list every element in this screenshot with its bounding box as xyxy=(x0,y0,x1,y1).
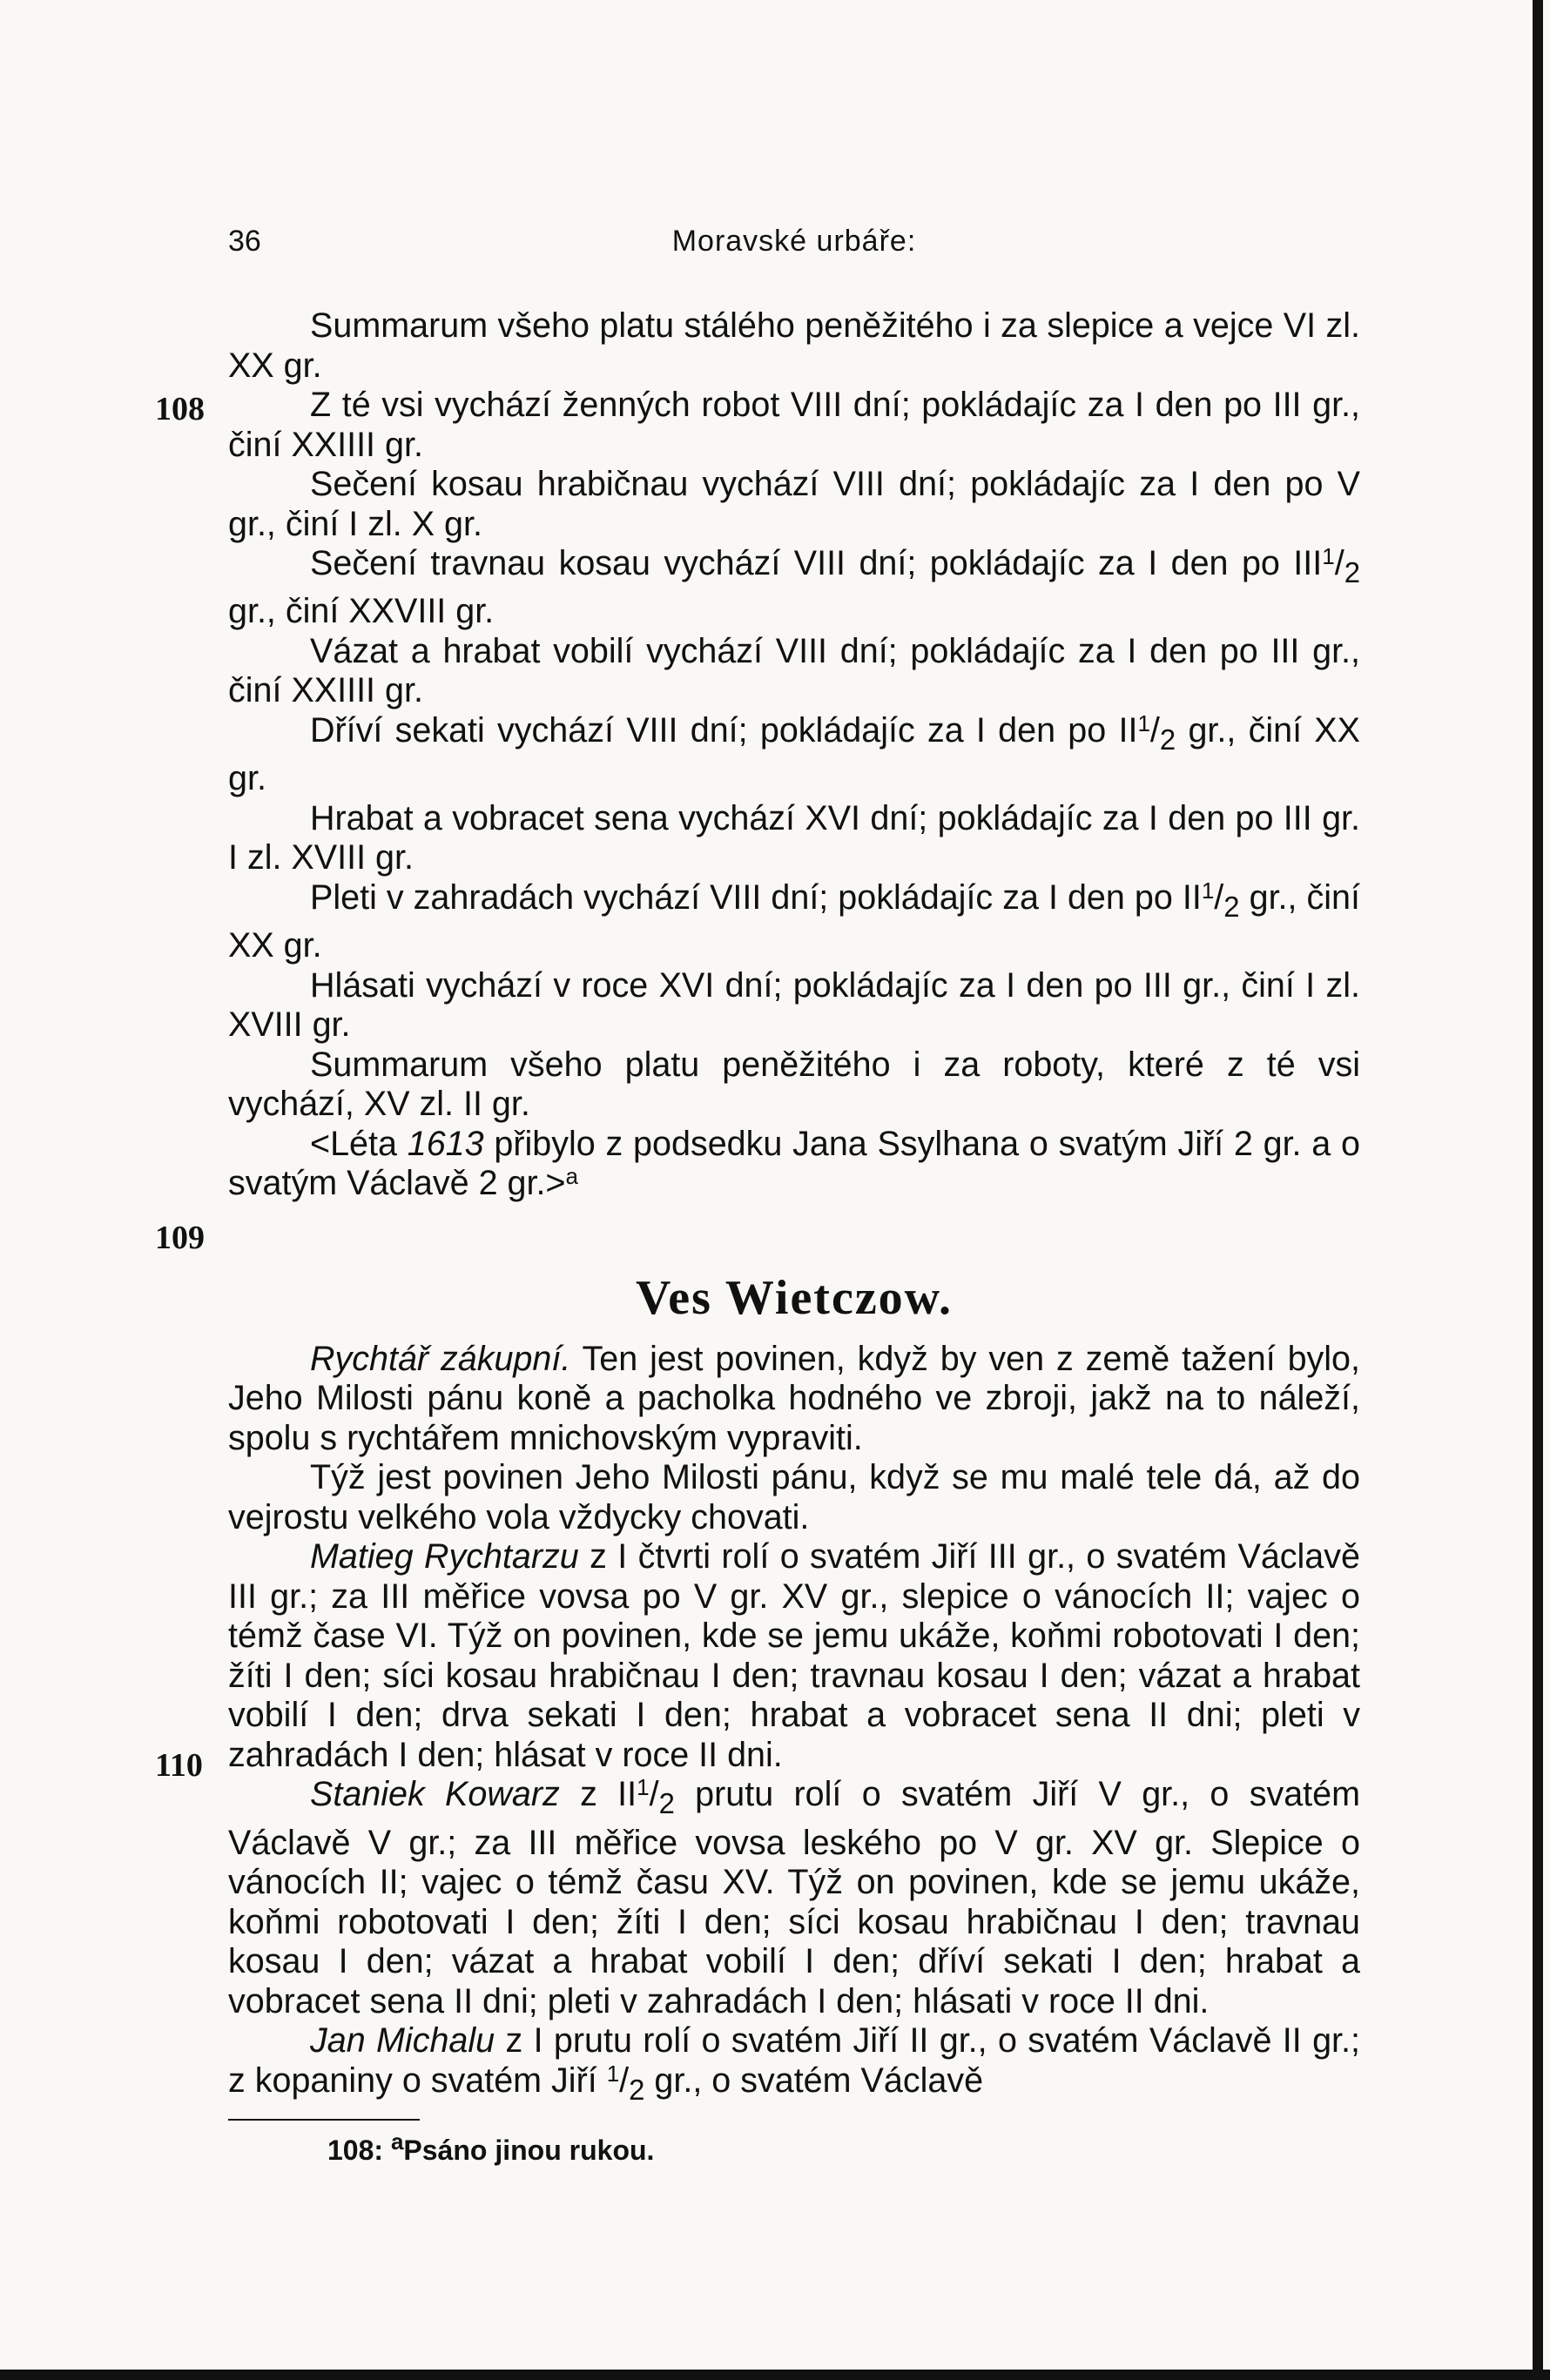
margin-number: 109 xyxy=(155,1220,205,1256)
paragraph: Matieg Rychtarzu z I čtvrti rolí o svatém Jiří III gr., o svatém Václavě III gr.; za III měřice vovsa po V gr. XV gr., slepice o vánocích II; vajec o témž čase VI. Týž on povinen, kde se jemu ukáže, koňmi robotovati I den; žíti I den; síci kosau hrabičnau I den; travnau kosau I den; vázat a hrabat vobilí I den; drva sekati I den; hrabat a vobracet sena II dni; pleti v zahradách I den; hlásat v roce II dni. xyxy=(228,1537,1360,1774)
paragraph: Týž jest povinen Jeho Milosti pánu, když se mu malé tele dá, až do vejrostu velkého vola vždycky chovati. xyxy=(228,1458,1360,1536)
running-title: Moravské urbáře: xyxy=(671,225,917,258)
paragraph: Pleti v zahradách vychází VIII dní; pokládajíc za I den po $II^1/_2$ gr., činí XX gr. xyxy=(228,877,1360,965)
paragraph: Z té vsi vychází ženných robot VIII dní; pokládajíc za I den po III gr., činí XXIIII gr. xyxy=(228,386,1360,464)
paragraph: Summarum všeho platu stálého peněžitého i za slepice a vejce VI zl. XX gr. xyxy=(228,306,1360,385)
paragraph: Summarum všeho platu peněžitého i za roboty, které z té vsi vychází, XV zl. II gr. xyxy=(228,1045,1360,1124)
paragraph: Rychtář zákupní. Ten jest povinen, když by ven z země tažení bylo, Jeho Milosti pánu koně a pacholka hodného ve zbroji, jakž na to náleží, spolu s rychtářem mnichovským vypraviti. xyxy=(228,1339,1360,1457)
page-number: 36 xyxy=(228,225,261,258)
section-heading: Ves Wietczow. xyxy=(635,1270,954,1325)
margin-number: 110 xyxy=(155,1747,203,1784)
paragraph: Sečení travnau kosau vychází VIII dní; pokládajíc za I den po $III^1/_2$ gr., činí XXVIII gr. xyxy=(228,543,1360,631)
paragraph: Sečení kosau hrabičnau vychází VIII dní; pokládajíc za I den po V gr., činí I zl. X gr. xyxy=(228,465,1360,543)
paragraph: Vázat a hrabat vobilí vychází VIII dní; pokládajíc za I den po III gr., činí XXIIII gr. xyxy=(228,631,1360,710)
paragraph: Hlásati vychází v roce XVI dní; pokládajíc za I den po III gr., činí I zl. XVIII gr. xyxy=(228,965,1360,1045)
paragraph: Dříví sekati vychází VIII dní; pokládajíc za I den po $II^1/_2$ gr., činí XX gr. xyxy=(228,709,1360,798)
scan-edge-right xyxy=(1533,0,1543,2380)
scan-edge-bottom xyxy=(0,2370,1550,2380)
paragraph: Jan Michalu z I prutu rolí o svatém Jiří II gr., o svatém Václavě II gr.; z kopaniny o svatém Jiří $^1/_2$ gr., o svatém Václavě xyxy=(228,2021,1360,2106)
paragraph: Hrabat a vobracet sena vychází XVI dní; pokládajíc za I den po III gr. I zl. XVIII gr. xyxy=(228,798,1360,877)
footnote: 108: $^a$Psáno jinou rukou. xyxy=(327,2128,655,2166)
note-1613: <Léta 1613 přibylo z podsedku Jana Ssylhana o svatým Jiří 2 gr. a o svatým Václavě 2 gr.>$^a$ xyxy=(228,1124,1361,1203)
footnote-marker: a xyxy=(565,1163,578,1190)
footnote-rule xyxy=(228,2119,420,2121)
paragraph: Staniek Kowarz z $II^1/_2$ prutu rolí o svatém Jiří V gr., o svatém Václavě V gr.; za III měřice vovsa leského po V gr. XV gr. Slepice o vánocích II; vajec o témž času XV. Týž on povinen, kde se jemu ukáže, koňmi robotovati I den; žíti I den; síci kosau hrabičnau I den; travnau kosau I den; vázat a hrabat vobilí I den; dříví sekati I den; hrabat a vobracet sena II dni; pleti v zahradách I den; hlásati v roce II dni. xyxy=(228,1774,1361,2020)
page-header xyxy=(228,219,1360,263)
margin-number: 108 xyxy=(155,391,205,427)
page-body xyxy=(228,306,1360,2109)
